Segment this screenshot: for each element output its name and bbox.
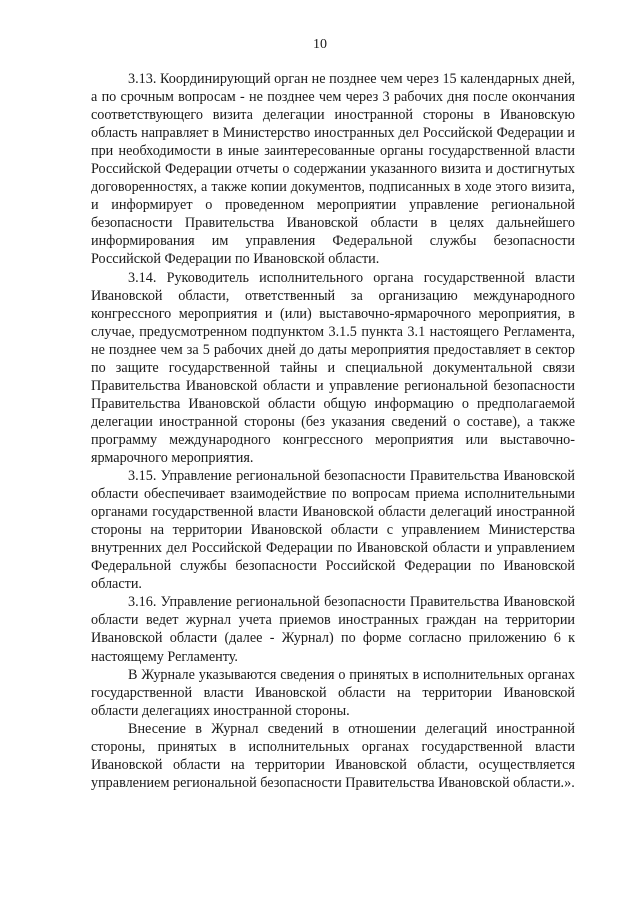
paragraph-3-15: 3.15. Управление региональной безопасности Правительства Ивановской области обеспечивает взаимодействие по вопросам приема исполнительными органами государственной власти Ивановской области делегаций иностранной стороны на территории Ивановской области с управлением Министерства внутренних дел Российской Федерации по Ивановской области и управлением Федеральной службы безопасности Российской Федерации по Ивановской области. xyxy=(91,468,575,593)
document-body xyxy=(91,70,575,792)
page-number: 10 xyxy=(313,37,327,52)
paragraph-journal-contents: В Журнале указываются сведения о принятых в исполнительных органах государственной власти Ивановской области на территории Ивановской области делегациях иностранной стороны. xyxy=(91,666,575,719)
paragraph-3-16: 3.16. Управление региональной безопасности Правительства Ивановской области ведет журнал учета приемов иностранных граждан на территории Ивановской области (далее - Журнал) по форме согласно приложению 6 к настоящему Регламенту. xyxy=(91,594,575,665)
paragraph-journal-entry: Внесение в Журнал сведений в отношении делегаций иностранной стороны, принятых в исполнительных органах государственной власти Ивановской области на территории Ивановской области, осуществляется управлением региональной безопасности Правительства Ивановской области.». xyxy=(91,720,575,791)
paragraph-3-14: 3.14. Руководитель исполнительного органа государственной власти Ивановской области, ответственный за организацию международного конгрессного мероприятия и (или) выставочно-ярмарочного мероприятия, в случае, предусмотренном подпунктом 3.1.5 пункта 3.1 настоящего Регламента, не позднее чем за 5 рабочих дней до даты мероприятия предоставляет в сектор по защите государственной тайны и специальной документальной связи Правительства Ивановской области и управление региональной безопасности Правительства Ивановской области общую информацию о предполагаемой делегации иностранной стороны (без указания сведений о составе), а также программу международного конгрессного мероприятия или выставочно-ярмарочного мероприятия. xyxy=(91,269,575,466)
paragraph-3-13: 3.13. Координирующий орган не позднее чем через 15 календарных дней, а по срочным вопросам - не позднее чем через 3 рабочих дня после окончания соответствующего визита делегации иностранной стороны в Ивановскую область направляет в Министерство иностранных дел Российской Федерации и при необходимости в иные заинтересованные органы государственной власти Российской Федерации отчеты о содержании указанного визита и достигнутых договоренностях, а также копии документов, подписанных в ходе этого визита, и информирует о проведенном мероприятии управление региональной безопасности Правительства Ивановской области в целях дальнейшего информирования им управления Федеральной службы безопасности Российской Федерации по Ивановской области. xyxy=(91,71,575,268)
